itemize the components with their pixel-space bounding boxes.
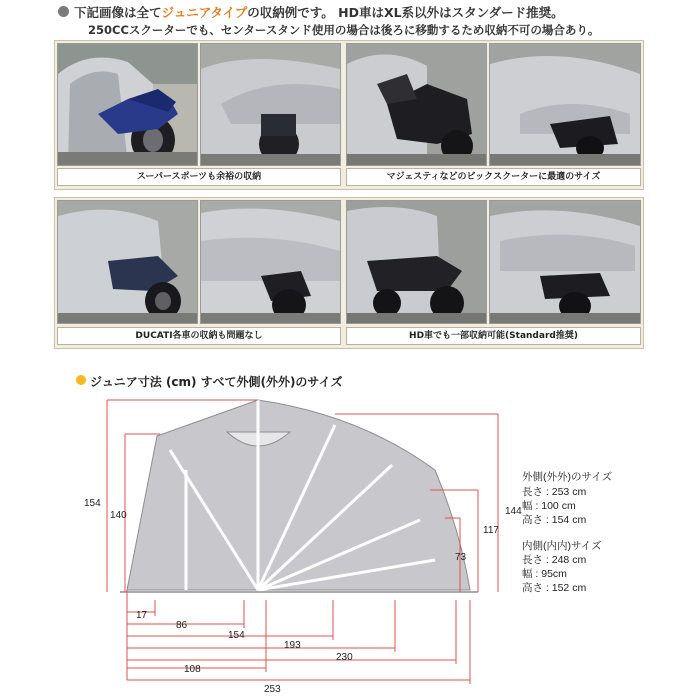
photo-bigscooter-1 [346, 43, 487, 166]
header-line-2: 250CCスクーターでも、センタースタンド使用の場合は後ろに移動するため収納不可の場合あり。 [88, 23, 600, 37]
header-text-suffix: の収納例です。 HD車はXL系以外はスタンダード推奨。 [247, 5, 564, 20]
size-section-title: ジュニア寸法 (cm) すべて外側(外外)のサイズ [90, 375, 343, 389]
header-text-prefix: 下記画像は全て [74, 5, 162, 20]
caption-row1-right: マジェスティなどのビックスクーターに最適のサイズ [346, 168, 641, 186]
inner-spec-width: 幅 : 95cm [522, 568, 567, 580]
photo-hd-2 [489, 200, 641, 324]
photo-panel-row-1 [54, 40, 644, 190]
dim-140-left: 140 [110, 510, 127, 521]
photo-hd-1 [346, 200, 487, 324]
inner-spec-length: 長さ : 248 cm [522, 554, 587, 566]
inner-spec-title: 内側(内内)サイズ [522, 540, 602, 552]
caption-row1-left: スーパースポーツも余裕の収納 [57, 168, 341, 186]
outer-spec-length: 長さ : 253 cm [522, 486, 587, 498]
header-bullet-icon [58, 6, 69, 17]
dim-144-right: 144 [505, 506, 522, 517]
dim-bottom-154: 154 [228, 630, 245, 641]
dim-bottom-17: 17 [136, 610, 148, 621]
outer-spec-height: 高さ : 154 cm [522, 514, 587, 526]
header-line-1 [74, 3, 564, 21]
photo-supersport-1 [57, 43, 198, 166]
inner-spec-height: 高さ : 152 cm [522, 582, 587, 594]
dim-73-right: 73 [455, 552, 467, 563]
photo-bigscooter-2 [489, 43, 641, 166]
dim-bottom-108: 108 [184, 664, 201, 675]
section-bullet-icon [76, 375, 86, 385]
dim-bottom-86: 86 [176, 620, 188, 631]
dim-bottom-230: 230 [336, 652, 353, 663]
photo-ducati-2 [200, 200, 341, 324]
photo-ducati-1 [57, 200, 198, 324]
caption-row2-left: DUCATI各車の収納も問題なし [57, 327, 341, 345]
dim-154-left: 154 [84, 498, 101, 509]
header-highlight: ジュニアタイプ [161, 5, 248, 20]
photo-panel-row-2 [54, 197, 644, 349]
photo-supersport-2 [200, 43, 341, 166]
outer-spec-title: 外側(外外)のサイズ [522, 471, 613, 483]
outer-spec-width: 幅 : 100 cm [522, 500, 576, 512]
dim-bottom-193: 193 [284, 640, 301, 651]
caption-row2-right: HD車でも一部収納可能(Standard推奨) [346, 327, 641, 345]
dim-bottom-253: 253 [264, 684, 281, 695]
dim-117-right: 117 [483, 525, 499, 536]
